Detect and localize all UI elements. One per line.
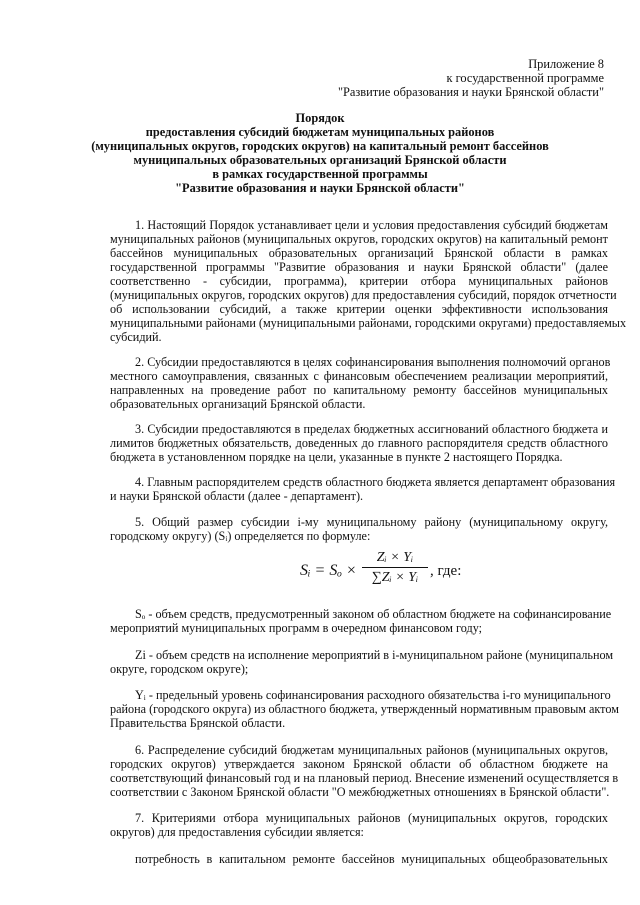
paragraph-6-line: городских округов) утверждается законом Брянской области об областном бюджете на [110, 757, 608, 771]
paragraph-5-line: 5. Общий размер субсидии i-му муниципальному району (муниципальному округу, [135, 515, 608, 529]
paragraph-1-line: 1. Настоящий Порядок устанавливает цели и условия предоставления субсидий бюджетам [135, 218, 608, 232]
paragraph-1-line: (муниципальных округов, городских округов) для предоставления субсидий, порядок отчетности [110, 288, 617, 302]
paragraph-3-line: 3. Субсидии предоставляются в пределах бюджетных ассигнований областного бюджета и [135, 422, 608, 436]
formula-where: , где: [430, 563, 462, 579]
definition-yi-line: Правительства Брянской области. [110, 716, 286, 730]
paragraph-5-line: городскому округу) (Sᵢ) определяется по формуле: [110, 529, 371, 543]
title-line-2: предоставления субсидий бюджетам муниципальных районов [145, 125, 495, 139]
paragraph-1-line: муниципальных районов (муниципальных округов, городских округов) на капитальный ремонт [110, 232, 608, 246]
paragraph-4-line: и науки Брянской области (далее - департамент). [110, 489, 364, 503]
formula-lhs: Sᵢ = Sₒ × [300, 562, 357, 579]
paragraph-7-line: округов) для предоставления субсидии является: [110, 825, 364, 839]
fraction-bar [362, 567, 428, 568]
paragraph-1-line: бассейнов муниципальных образовательных организаций Брянской области в рамках [110, 246, 608, 260]
paragraph-2-line: направленных на проведение работ по капитальному ремонту бассейнов муниципальных [110, 383, 608, 397]
paragraph-6-line: соответствии с Законом Брянской области "О межбюджетных отношениях в Брянской области". [110, 785, 610, 799]
appendix-program-ref: к государственной программе [446, 71, 604, 85]
paragraph-4-line: 4. Главным распорядителем средств областного бюджета является департамент образования [135, 475, 616, 489]
paragraph-6-line: 6. Распределение субсидий бюджетам муниципальных районов (муниципальных округов, [135, 743, 608, 757]
title-line-4: муниципальных образовательных организаций Брянской области [133, 153, 507, 167]
title-line-6: "Развитие образования и науки Брянской области" [175, 181, 465, 195]
formula-denominator: ∑Zᵢ × Yᵢ [371, 570, 419, 585]
subsidy-formula [0, 548, 640, 594]
paragraph-3-line: лимитов бюджетных обязательств, доведенных до главного распорядителя средств областного [110, 436, 608, 450]
appendix-program-name: "Развитие образования и науки Брянской области" [337, 85, 604, 99]
paragraph-2-line: образовательных организаций Брянской области. [110, 397, 366, 411]
paragraph-1-line: муниципальными районами (муниципальными районами, городскими округами) предоставляемых [110, 316, 627, 330]
appendix-number: Приложение 8 [528, 57, 604, 71]
paragraph-7-line: 7. Критериями отбора муниципальных районов (муниципальных округов, городских [135, 811, 608, 825]
formula-numerator: Zᵢ × Yᵢ [376, 550, 414, 565]
definition-yi-line: района (городского округа) из областного бюджета, утвержденный нормативным правовым актом [110, 702, 619, 716]
definition-s0-line: мероприятий муниципальных программ в очередном финансовом году; [110, 621, 483, 635]
definition-yi-line: Yᵢ - предельный уровень софинансирования расходного обязательства i-го муниципального [135, 688, 611, 702]
definition-s0-line: Sₒ - объем средств, предусмотренный законом об областном бюджете на софинансирование [135, 607, 612, 621]
paragraph-1-line: соответственно - субсидии, программа), критерии отбора муниципальных районов [110, 274, 608, 288]
definition-zi-line: Zi - объем средств на исполнение мероприятий в i-муниципальном районе (муниципальном [135, 648, 614, 662]
paragraph-1-line: субсидий. [110, 330, 162, 344]
paragraph-3-line: бюджета в установленном порядке на цели, указанные в пункте 2 настоящего Порядка. [110, 450, 563, 464]
definition-zi-line: округе, городском округе); [110, 662, 249, 676]
formula-fraction [362, 550, 428, 587]
document-title: Порядок [295, 111, 345, 125]
title-line-3: (муниципальных округов, городских округов) на капитальный ремонт бассейнов [91, 139, 549, 153]
paragraph-1-line: государственной программы "Развитие образования и науки Брянской области" (далее [110, 260, 608, 274]
paragraph-6-line: соответствующий финансовый год и на плановый период. Внесение изменений осуществляется в [110, 771, 619, 785]
paragraph-8-line: потребность в капитальном ремонте бассейнов муниципальных общеобразовательных [135, 852, 608, 866]
paragraph-2-line: местного самоуправления, связанных с финансовым обеспечением реализации мероприятий, [110, 369, 608, 383]
paragraph-1-line: об использовании субсидий, а также критерии оценки эффективности использования [110, 302, 608, 316]
title-line-5: в рамках государственной программы [212, 167, 428, 181]
paragraph-2-line: 2. Субсидии предоставляются в целях софинансирования выполнения полномочий органов [135, 355, 611, 369]
